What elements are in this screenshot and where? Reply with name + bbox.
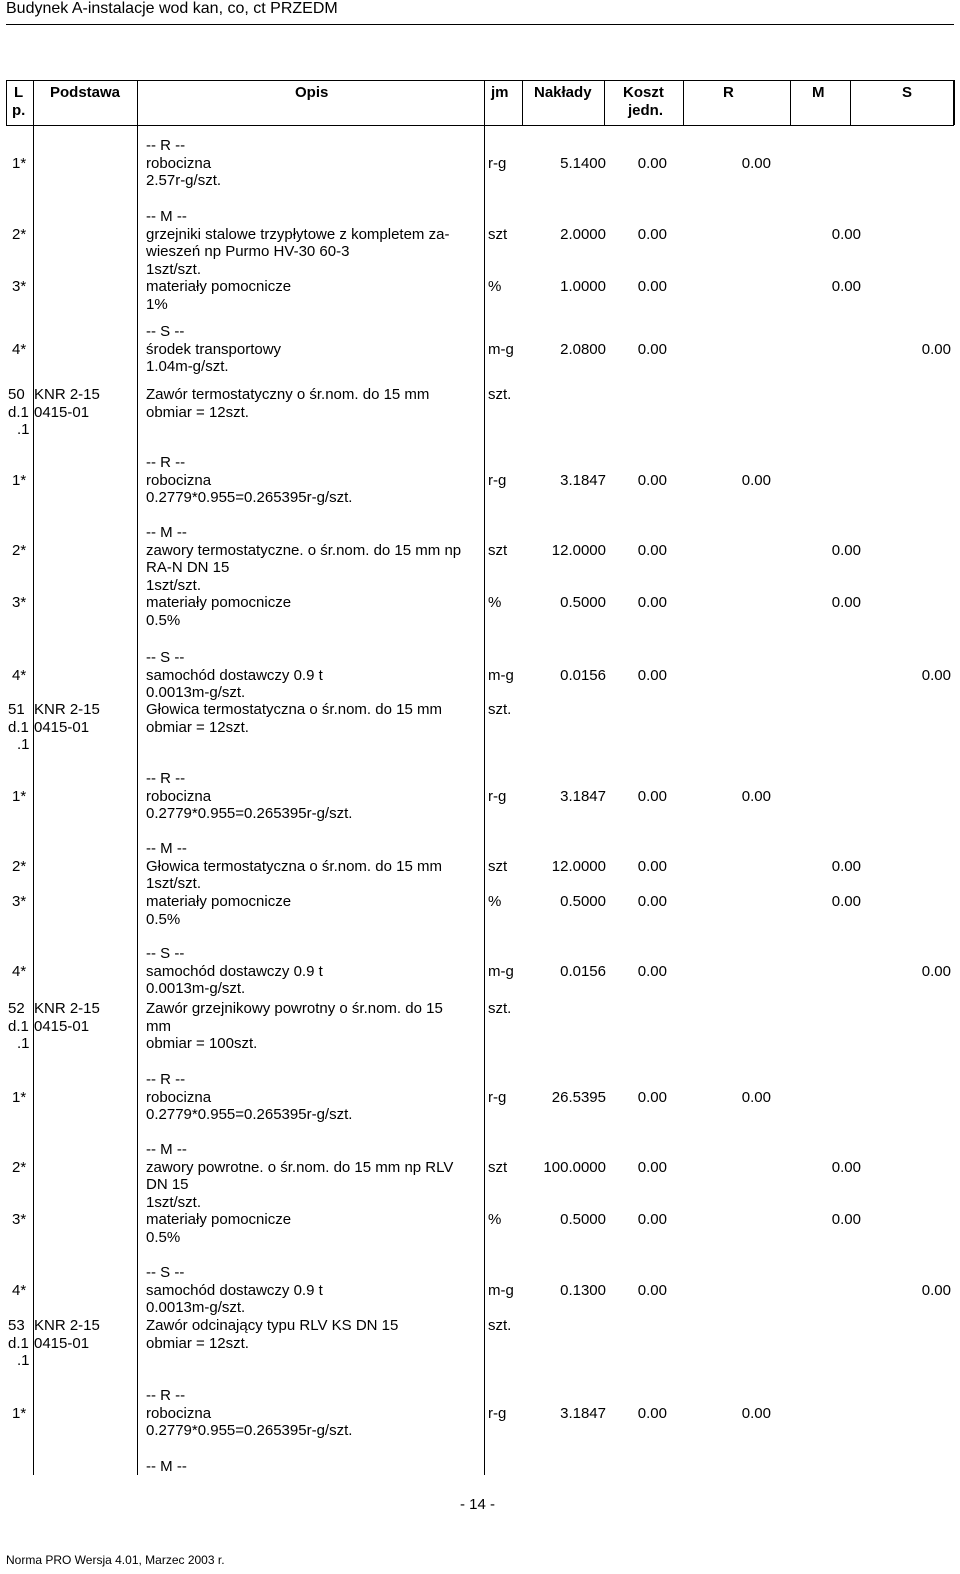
row-description: -- M -- bbox=[146, 840, 187, 857]
row-description: -- S -- bbox=[146, 323, 185, 340]
page-number: - 14 - bbox=[460, 1496, 496, 1513]
row-number: .1 bbox=[17, 1352, 30, 1370]
row-basis: 0415-01 bbox=[34, 1017, 90, 1035]
row-unit: m-g bbox=[488, 340, 514, 358]
row-description: materiały pomocnicze bbox=[146, 1211, 292, 1228]
row-description: Zawór odcinający typu RLV KS DN 15 bbox=[146, 1317, 399, 1334]
row-description: 0.5% bbox=[146, 910, 181, 928]
col-header-lp: L bbox=[14, 84, 24, 101]
row-number: 1* bbox=[12, 1088, 27, 1106]
row-description: mm bbox=[146, 1017, 171, 1035]
row-description: 0.5% bbox=[146, 611, 181, 629]
row-number: 3* bbox=[12, 893, 27, 910]
row-number: 3* bbox=[12, 594, 27, 611]
row-m-value: 0.00 bbox=[831, 278, 861, 295]
row-description: 0.2779*0.955=0.265395r-g/szt. bbox=[146, 805, 353, 823]
row-description: samochód dostawczy 0.9 t bbox=[146, 666, 323, 684]
row-description: zawory powrotne. o śr.nom. do 15 mm np RLV bbox=[146, 1158, 454, 1176]
row-description: 0.2779*0.955=0.265395r-g/szt. bbox=[146, 1422, 353, 1440]
row-number: 52 bbox=[8, 1000, 25, 1017]
row-quantity: 1.0000 bbox=[560, 278, 606, 295]
row-unit: szt bbox=[488, 225, 508, 243]
row-number: 4* bbox=[12, 340, 27, 358]
row-unit: % bbox=[488, 1211, 502, 1228]
row-s-value: 0.00 bbox=[921, 340, 951, 358]
row-r-value: 0.00 bbox=[741, 471, 771, 489]
row-unit: szt bbox=[488, 541, 508, 559]
row-unit: szt. bbox=[488, 1000, 512, 1017]
row-quantity: 3.1847 bbox=[560, 787, 606, 805]
row-unit: szt. bbox=[488, 1317, 512, 1334]
row-basis: KNR 2-15 bbox=[34, 386, 100, 403]
row-unit-cost: 0.00 bbox=[637, 1088, 667, 1106]
row-description: 0.2779*0.955=0.265395r-g/szt. bbox=[146, 489, 353, 507]
row-number: .1 bbox=[17, 421, 30, 439]
row-unit: % bbox=[488, 893, 502, 910]
row-quantity: 100.0000 bbox=[543, 1158, 606, 1176]
row-unit-cost: 0.00 bbox=[637, 225, 667, 243]
row-description: -- S -- bbox=[146, 945, 185, 962]
col-header-opis: Opis bbox=[295, 84, 329, 101]
row-description: robocizna bbox=[146, 154, 212, 172]
row-description: 1szt/szt. bbox=[146, 875, 202, 893]
row-description: grzejniki stalowe trzypłytowe z kompletem za- bbox=[146, 225, 450, 243]
row-quantity: 2.0800 bbox=[560, 340, 606, 358]
row-unit-cost: 0.00 bbox=[637, 541, 667, 559]
row-unit-cost: 0.00 bbox=[637, 471, 667, 489]
row-description: -- M -- bbox=[146, 1141, 187, 1158]
row-description: 1szt/szt. bbox=[146, 261, 202, 279]
row-number: 53 bbox=[8, 1317, 25, 1334]
col-header-s: S bbox=[902, 84, 913, 101]
row-description: zawory termostatyczne. o śr.nom. do 15 mm np bbox=[146, 541, 462, 559]
row-number: d.1 bbox=[8, 403, 29, 421]
col-header-r: R bbox=[723, 84, 734, 101]
row-number: 50 bbox=[8, 386, 25, 403]
row-description: obmiar = 12szt. bbox=[146, 1334, 249, 1352]
row-description: -- R -- bbox=[146, 1387, 186, 1404]
row-m-value: 0.00 bbox=[831, 541, 861, 559]
row-quantity: 0.1300 bbox=[560, 1281, 606, 1299]
row-description: 0.2779*0.955=0.265395r-g/szt. bbox=[146, 1106, 353, 1124]
row-unit-cost: 0.00 bbox=[637, 594, 667, 611]
row-number: 1* bbox=[12, 154, 27, 172]
row-description: 0.5% bbox=[146, 1228, 181, 1246]
row-description: -- M -- bbox=[146, 208, 187, 225]
row-description: robocizna bbox=[146, 1088, 212, 1106]
row-description: środek transportowy bbox=[146, 340, 282, 358]
row-unit: r-g bbox=[488, 154, 507, 172]
title-divider bbox=[6, 24, 954, 25]
row-description: 1% bbox=[146, 295, 168, 313]
row-number: 1* bbox=[12, 471, 27, 489]
row-description: -- S -- bbox=[146, 649, 185, 666]
row-unit: m-g bbox=[488, 666, 514, 684]
row-r-value: 0.00 bbox=[741, 787, 771, 805]
row-unit: r-g bbox=[488, 471, 507, 489]
row-number: 1* bbox=[12, 787, 27, 805]
row-m-value: 0.00 bbox=[831, 857, 861, 875]
row-m-value: 0.00 bbox=[831, 893, 861, 910]
header-left-border bbox=[6, 80, 7, 125]
row-number: d.1 bbox=[8, 1017, 29, 1035]
row-description: -- R -- bbox=[146, 770, 186, 787]
row-r-value: 0.00 bbox=[741, 1404, 771, 1422]
row-description: Zawór grzejnikowy powrotny o śr.nom. do 15 bbox=[146, 1000, 443, 1017]
row-number: 2* bbox=[12, 225, 27, 243]
row-unit: m-g bbox=[488, 962, 514, 980]
row-unit: m-g bbox=[488, 1281, 514, 1299]
row-description: obmiar = 12szt. bbox=[146, 718, 249, 736]
row-description: Głowica termostatyczna o śr.nom. do 15 mm bbox=[146, 857, 442, 875]
row-number: d.1 bbox=[8, 718, 29, 736]
footer-note: Norma PRO Wersja 4.01, Marzec 2003 r. bbox=[6, 1553, 225, 1567]
row-description: materiały pomocnicze bbox=[146, 893, 292, 910]
row-number: 3* bbox=[12, 1211, 27, 1228]
row-unit: szt. bbox=[488, 701, 512, 718]
row-number: 2* bbox=[12, 1158, 27, 1176]
column-divider bbox=[137, 80, 138, 1475]
row-unit: r-g bbox=[488, 1088, 507, 1106]
row-quantity: 26.5395 bbox=[551, 1088, 606, 1106]
col-header-podstawa: Podstawa bbox=[50, 84, 121, 101]
row-description: obmiar = 12szt. bbox=[146, 403, 249, 421]
row-unit: r-g bbox=[488, 787, 507, 805]
row-unit-cost: 0.00 bbox=[637, 278, 667, 295]
col-header-lp: p. bbox=[12, 102, 26, 119]
row-description: -- R -- bbox=[146, 137, 186, 154]
row-description: samochód dostawczy 0.9 t bbox=[146, 962, 323, 980]
header-column-divider bbox=[790, 80, 791, 125]
row-number: 51 bbox=[8, 701, 25, 718]
row-description: -- M -- bbox=[146, 1458, 187, 1475]
row-basis: 0415-01 bbox=[34, 718, 90, 736]
row-description: samochód dostawczy 0.9 t bbox=[146, 1281, 323, 1299]
row-description: -- S -- bbox=[146, 1264, 185, 1281]
row-unit-cost: 0.00 bbox=[637, 962, 667, 980]
header-column-divider bbox=[522, 80, 523, 125]
row-basis: 0415-01 bbox=[34, 403, 90, 421]
row-quantity: 0.0156 bbox=[560, 962, 606, 980]
row-quantity: 12.0000 bbox=[551, 857, 606, 875]
row-m-value: 0.00 bbox=[831, 1211, 861, 1228]
row-description: materiały pomocnicze bbox=[146, 278, 292, 295]
row-s-value: 0.00 bbox=[921, 1281, 951, 1299]
row-quantity: 0.5000 bbox=[560, 893, 606, 910]
row-number: 4* bbox=[12, 1281, 27, 1299]
row-number: 4* bbox=[12, 666, 27, 684]
row-unit-cost: 0.00 bbox=[637, 787, 667, 805]
row-unit: r-g bbox=[488, 1404, 507, 1422]
row-description: DN 15 bbox=[146, 1176, 189, 1194]
row-quantity: 12.0000 bbox=[551, 541, 606, 559]
col-header-naklady: Nakłady bbox=[534, 84, 592, 101]
header-right-border bbox=[954, 80, 955, 125]
row-s-value: 0.00 bbox=[921, 962, 951, 980]
row-quantity: 0.0156 bbox=[560, 666, 606, 684]
row-description: 0.0013m-g/szt. bbox=[146, 1299, 246, 1317]
row-description: robocizna bbox=[146, 1404, 212, 1422]
row-unit-cost: 0.00 bbox=[637, 154, 667, 172]
row-unit-cost: 0.00 bbox=[637, 893, 667, 910]
row-number: 1* bbox=[12, 1404, 27, 1422]
header-column-divider bbox=[850, 80, 851, 125]
row-description: RA-N DN 15 bbox=[146, 559, 230, 577]
row-unit-cost: 0.00 bbox=[637, 666, 667, 684]
row-number: d.1 bbox=[8, 1334, 29, 1352]
row-description: 1szt/szt. bbox=[146, 1194, 202, 1212]
header-bottom-border bbox=[6, 125, 954, 126]
row-quantity: 5.1400 bbox=[560, 154, 606, 172]
row-description: 0.0013m-g/szt. bbox=[146, 980, 246, 998]
row-description: Głowica termostatyczna o śr.nom. do 15 mm bbox=[146, 701, 442, 718]
row-quantity: 0.5000 bbox=[560, 594, 606, 611]
row-basis: KNR 2-15 bbox=[34, 1000, 100, 1017]
row-m-value: 0.00 bbox=[831, 225, 861, 243]
table-top-border bbox=[6, 80, 954, 81]
column-divider bbox=[484, 80, 485, 1475]
header-column-divider bbox=[953, 80, 954, 125]
document-title: Budynek A-instalacje wod kan, co, ct PRZEDM bbox=[6, 0, 338, 17]
row-unit-cost: 0.00 bbox=[637, 1211, 667, 1228]
row-quantity: 2.0000 bbox=[560, 225, 606, 243]
row-description: robocizna bbox=[146, 787, 212, 805]
row-unit-cost: 0.00 bbox=[637, 857, 667, 875]
row-number: 2* bbox=[12, 857, 27, 875]
row-description: wieszeń np Purmo HV-30 60-3 bbox=[146, 243, 350, 261]
row-unit: szt bbox=[488, 857, 508, 875]
row-number: 2* bbox=[12, 541, 27, 559]
row-basis: 0415-01 bbox=[34, 1334, 90, 1352]
row-r-value: 0.00 bbox=[741, 1088, 771, 1106]
row-description: obmiar = 100szt. bbox=[146, 1035, 258, 1053]
row-description: 0.0013m-g/szt. bbox=[146, 684, 246, 702]
row-description: 2.57r-g/szt. bbox=[146, 172, 222, 190]
row-unit: % bbox=[488, 278, 502, 295]
row-description: -- R -- bbox=[146, 454, 186, 471]
row-description: 1.04m-g/szt. bbox=[146, 358, 229, 376]
col-header-koszt: Koszt bbox=[623, 84, 664, 101]
row-quantity: 0.5000 bbox=[560, 1211, 606, 1228]
row-number: 4* bbox=[12, 962, 27, 980]
row-quantity: 3.1847 bbox=[560, 471, 606, 489]
row-number: .1 bbox=[17, 1035, 30, 1053]
row-unit-cost: 0.00 bbox=[637, 1158, 667, 1176]
row-m-value: 0.00 bbox=[831, 1158, 861, 1176]
column-divider bbox=[33, 80, 34, 1475]
row-description: materiały pomocnicze bbox=[146, 594, 292, 611]
row-s-value: 0.00 bbox=[921, 666, 951, 684]
row-unit: % bbox=[488, 594, 502, 611]
row-basis: KNR 2-15 bbox=[34, 1317, 100, 1334]
header-column-divider bbox=[604, 80, 605, 125]
col-header-m: M bbox=[812, 84, 825, 101]
col-header-jm: jm bbox=[491, 84, 509, 101]
row-unit-cost: 0.00 bbox=[637, 1281, 667, 1299]
header-column-divider bbox=[683, 80, 684, 125]
row-m-value: 0.00 bbox=[831, 594, 861, 611]
row-description: -- M -- bbox=[146, 524, 187, 541]
row-unit-cost: 0.00 bbox=[637, 340, 667, 358]
col-header-koszt: jedn. bbox=[628, 102, 664, 119]
row-description: -- R -- bbox=[146, 1071, 186, 1088]
row-description: 1szt/szt. bbox=[146, 577, 202, 595]
row-unit-cost: 0.00 bbox=[637, 1404, 667, 1422]
row-quantity: 3.1847 bbox=[560, 1404, 606, 1422]
row-unit: szt. bbox=[488, 386, 512, 403]
row-basis: KNR 2-15 bbox=[34, 701, 100, 718]
row-description: Zawór termostatyczny o śr.nom. do 15 mm bbox=[146, 386, 430, 403]
row-number: .1 bbox=[17, 736, 30, 754]
row-r-value: 0.00 bbox=[741, 154, 771, 172]
row-description: robocizna bbox=[146, 471, 212, 489]
row-number: 3* bbox=[12, 278, 27, 295]
row-unit: szt bbox=[488, 1158, 508, 1176]
